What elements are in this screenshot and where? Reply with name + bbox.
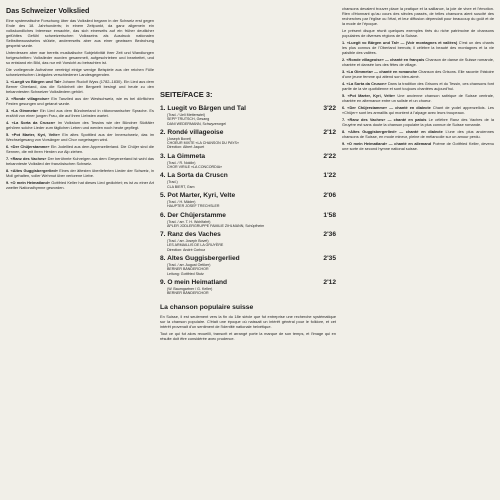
track-item [160,129,336,150]
track-duration: 2'22 [323,152,336,160]
left-item: 3. «La Gimmeta» Ein Lied aus dem Bündnerland in rätoromanischer Sprache. Es erzählt von einer jungen Frau, die auf ihren Liebsten wartet. [6,108,154,118]
track-credit: BERNER BÄNDERCHOR [167,291,209,296]
track-credit: ÄPLER JODLERGRUPPE FAMILIE ZIHLMANN, Schüpfheim [167,223,265,228]
left-item: 2. «Ronde villageoise» Ein Tanzlied aus der Westschweiz, wie es bei dörflichen Festen gesungen und getanzt wurde. [6,96,154,106]
right-item: 2. «Ronde villageoise» — chanté en français Chanson de danse de Suisse romande, chantée et dansée lors des fêtes de village. [342,57,494,67]
left-item: 9. «O mein Heimatland» Gottfried Keller hat dieses Lied gedichtet; es ist zu einer Art zweiter Nationalhymne geworden. [6,180,154,190]
article-title-de: Das Schweizer Volkslied [6,6,90,15]
left-column [6,6,154,192]
track-title: 5. Pot Marter, Kyri, Velte [160,191,236,199]
track-duration: 2'06 [323,191,336,199]
left-item: 1. «Luegit vo Bärgen und Tal» Johann Rudolf Wyss (1782–1830). Ein Lied aus dem Berner Oberland, das die Schönheit der Bergwelt besingt und heute zu den bekanntesten Schweizer Volksliedern gehört. [6,79,154,94]
right-item: 7. «Ranz des Vaches» — chanté en patois Le célèbre Ranz des Vaches de la Gruyère est sans doute la chanson populaire la plus connue de Suisse romande. [342,117,494,127]
track-credit: HAUPTER JOSEF TRECHSLER [167,204,220,209]
track-item [160,231,336,252]
right-item: 8. «Altes Guggisbergerlied» — chanté en dialecte L'une des plus anciennes chansons de Suisse, en mode mineur, pleine de mélancolie sur un amour perdu. [342,129,494,139]
track-item [160,172,336,189]
track-duration: 2'36 [323,231,336,239]
right-item: 4. «La Sorta da Cruscn» Dans la tradition des Grisons et du Tessin, ces chansons font partie de la vie quotidienne et sont toujours chantées aujourd'hui. [342,81,494,91]
track-credit: Direction: Albert Jaquet [167,145,205,150]
track-duration: 2'35 [323,255,336,263]
track-duration: 2'12 [323,278,336,286]
track-credit: DANI WEDERMANN, Schwyzerorgel [167,121,227,126]
left-item-list [6,79,154,190]
track-credit: (Trad. / arr. Joseph Bovet) [167,239,209,244]
right-item-list [342,40,494,151]
track-title: 4. La Sorta da Cruscn [160,172,228,180]
track-credit: (Trad.) [167,180,178,185]
track-credit: LES ARMAILLIS DE LA GRUYÈRE [167,243,224,248]
track-credit: Direction: André Corboz [167,247,206,252]
track-title: 2. Rondé villageoise [160,128,224,136]
track-item [160,105,336,126]
track-credit: (Joseph Bovet) [167,136,192,141]
track-credit: CHOEUR MIXTE «LA CHANSON DU PAYS» [167,141,239,146]
left-item: 5. «Pot Marter, Kyri, Velte» Ein altes Spottlied aus der Innerschweiz, das im Wechselgesang von Vorsänger und Chor vorgetragen wird. [6,132,154,142]
left-item: 8. «Altes Guggisbergerlied» Eines der ältesten überlieferten Lieder der Schweiz, in Moll gehalten, voller Wehmut über verlorene Liebe. [6,168,154,178]
track-title: 9. O mein Heimatland [160,278,228,286]
track-credit: SEPP TRUTSCH, Gesang [167,117,210,122]
track-item [160,255,336,276]
track-credit: (Trad. / Ueli Mettenwiel) [167,113,206,117]
right-paragraph-2: Le présent disque réunit quelques exemples tirés du riche patrimoine de chansons populaires de diverses régions de la Suisse. [342,28,494,38]
middle-column [160,6,336,343]
right-column [342,6,494,153]
right-item: 3. «La Gimmeta» — chanté en romanche Chanson des Grisons. Elle raconte l'histoire d'une jeune femme qui attend son bien-aimé. [342,69,494,79]
track-title: 7. Ranz des Vaches [160,231,221,239]
left-paragraph-1: Eine systematische Forschung über das Volkslied begann in der Schweiz erst gegen Ende des 18. Jahrhunderts; in einem Zeitpunkt, da ganz allgemein ein volkskundliches Interesse erwachte, das sich einerseits auf ein früher deutlicher gefühltes Gefühl schweizerischen Volksseins als Ausdruck nationalen Selbstbewusstseins stützte, andererseits aber aus einer gewissen Bedrohung gespeist wurde. [6,18,154,48]
left-item: 7. «Ranz des Vaches» Der berühmte Kuhreigen aus dem Greyerzerland ist wohl das bekannteste Volkslied der französischen Schweiz. [6,156,155,166]
right-paragraph-1: chansons devaient trouver place la pratique et la saillance, la joie de vivre et l'émotion. Rien d'étonnant qu'au cours des siècles passés, de telles chansons aient suscité des recherches par l'église ou l'état, et leur diffusion dépendait pour beaucoup du goût et de la mode de l'époque. [342,6,494,26]
left-item: 6. «Der Chüjerstamme» Ein Jodellied aus dem Appenzellerland. Die Chüjer sind die Sennen, die mit ihren Herden zur Alp ziehen. [6,144,154,154]
track-list [160,105,336,296]
track-credit: (Trad. / H. Mäder) [167,199,196,204]
left-paragraph-2: Unterdessen aber war bereits musikalische Subjektivität ihrer Zeit und Wandlungen fortgeschritten: Volkslieder wurden gesammelt, aufgeschrieben und bearbeitet, und so entstand ein Bild, das nur mit Vorsicht zu betrachten ist. [6,50,154,65]
track-duration: 1'22 [323,172,336,180]
track-credit: Leitung: Gottfried Stutz [167,271,204,276]
left-item: 4. «La Sorta da Cruscn» Im Volkstum des Tessins wie der Bündner Südtäler gehören solche Lieder zum täglichen Leben und werden noch heute gepflegt. [6,120,154,130]
article-title-fr: La chanson populaire suisse [160,303,254,311]
track-item [160,212,336,229]
side-title: SEITE/FACE 3: [160,90,213,99]
track-credit: (Trad. / arr. August Oetiker) [167,263,211,268]
track-credit: (W. Baumgartner / G. Keller) [167,286,213,291]
track-credit: CLA BIERT, Gsm [167,184,195,189]
track-duration: 3'22 [323,105,336,112]
left-paragraph-3: Die vorliegende Aufnahme vereinigt einige wenige Beispiele aus der reichen Fülle schweizerischen Liedgutes verschiedener Landesgegenden. [6,67,154,77]
track-title: 8. Altes Guggisbergerlied [160,255,240,263]
track-credit: (Trad. / arr. T. H. Wohlfahrt) [167,219,211,224]
track-duration: 1'58 [323,211,336,219]
track-item [160,279,336,296]
track-credit: (Trad. / R. Noldin) [167,160,196,165]
right-item: 1. «Luegit vo Bärgen und Tal» — (Voir montagnes et vallées) C'est un des chants les plus connus de l'Oberland bernois; il célèbre la beauté des montagnes et la vie paisible des vallées. [342,40,494,55]
track-title: 1. Luegit vo Bärgen und Tal [160,105,246,112]
track-item [160,153,336,170]
middle-paragraph-2: Tout ce qui fut alors recueilli, transcrit et arrangé porte la marque de son temps, et l'image qui en résulte doit être considérée avec prudence. [160,330,336,341]
track-title: 3. La Gimmeta [160,152,206,160]
track-credit: CHOR VIRILE «LA CONCORDIA» [167,165,223,170]
right-item: 9. «O mein Heimatland» — chanté en allemand Poème de Gottfried Keller, devenu une sorte de second hymne national suisse. [342,141,494,151]
track-duration: 2'12 [323,128,336,136]
track-credit: BERNER BÄNDERCHOR [167,267,209,272]
track-item [160,192,336,209]
right-item: 5. «Pot Marter, Kyri, Velte» Une ancienne chanson satirique de Suisse centrale, chantée en alternance entre un soliste et un choeur. [342,93,494,103]
track-title: 6. Der Chüjerstamme [160,211,226,219]
right-item: 6. «Der Chüjerstamme» — chanté en dialecte Chant de yodel appenzellois. Les «Chüjer» sont les armaillis qui montent à l'alpage avec leurs troupeaux. [342,105,494,115]
middle-paragraph-1: En Suisse, il est seulement vers la fin du 18e siècle que fut entreprise une recherche systématique sur la chanson populaire. C'était une époque où naissait un intérêt général pour le folklore, et cet intérêt provenait d'un sentiment de l'identité nationale helvétique. [160,313,336,329]
